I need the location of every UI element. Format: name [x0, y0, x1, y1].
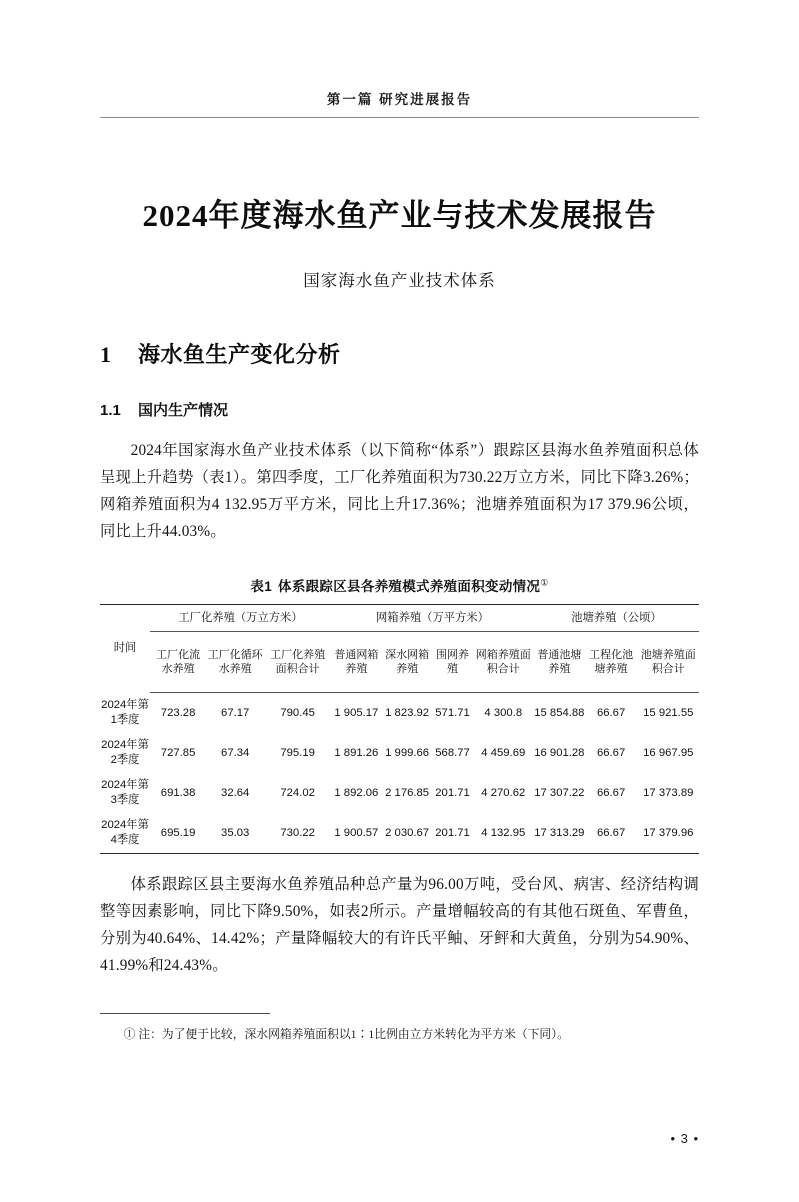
section-number-1-1: 1.1: [100, 402, 121, 419]
table-subheader-1: 工厂化循环水养殖: [206, 632, 264, 693]
table-cell: 15 921.55: [643, 706, 694, 719]
table-row: [100, 813, 699, 854]
table-group-header-row: [100, 605, 699, 632]
table-cell: 15 854.88: [534, 706, 585, 719]
table-cell: 66.67: [596, 786, 626, 799]
table-cell: 724.02: [280, 786, 315, 799]
table-cell: 67.17: [221, 706, 250, 719]
table-cell: 1 823.92: [385, 706, 430, 719]
table-cell: 4 459.69: [481, 746, 526, 759]
table-subheader-8: 工程化池塘养殖: [585, 632, 638, 693]
table-cell: 16 967.95: [643, 746, 694, 759]
table-cell: 1 892.06: [334, 786, 379, 799]
table-subheader-4: 深水网箱养殖: [382, 632, 433, 693]
table-row: [100, 693, 699, 734]
table-cell-time: 2024年第1季度: [101, 698, 149, 726]
footnote-text: ① 注：为了便于比较，深水网箱养殖面积以1∶1比例由立方米转化为平方米（下同）。: [123, 1027, 569, 1041]
table-cell: 4 132.95: [473, 813, 534, 854]
section-number-1: 1: [100, 342, 112, 367]
table-cell: 568.77: [435, 746, 470, 759]
document-subtitle: 国家海水鱼产业技术体系: [303, 271, 496, 290]
section-title-1-1: 国内生产情况: [138, 402, 229, 419]
table-cell: 67.34: [221, 746, 250, 759]
table-cell: 16 901.28: [534, 746, 585, 759]
table-cell: 2 176.85: [385, 786, 430, 799]
table-cell: 695.19: [150, 813, 206, 854]
table-cell: 1 891.26: [334, 746, 379, 759]
table-cell: 66.67: [596, 746, 626, 759]
table-subheader-3: 普通网箱养殖: [331, 632, 382, 693]
table-subheader-6: 网箱养殖面积合计: [473, 632, 534, 693]
table-cell: 1 900.57: [331, 813, 382, 854]
table-cell: 790.45: [280, 706, 315, 719]
area-change-table: [100, 604, 699, 854]
table-cell: 66.67: [585, 813, 638, 854]
table-cell: 727.85: [160, 746, 196, 759]
table-subheader-2: 工厂化养殖面积合计: [264, 632, 331, 693]
table-caption-number: 表1: [250, 579, 273, 594]
table-cell: 4 300.8: [484, 706, 523, 719]
table-cell: 201.71: [435, 786, 470, 799]
table-subheader-9: 池塘养殖面积合计: [638, 632, 699, 693]
table-group-header-cage: 网箱养殖（万平方米）: [331, 605, 534, 632]
table-cell: 1 905.17: [334, 706, 379, 719]
page-number: • 3 •: [670, 1131, 699, 1146]
table-subheader-row: [100, 632, 699, 693]
table-row: [100, 773, 699, 813]
table-cell: 571.71: [435, 706, 470, 719]
table-group-header-pond: 池塘养殖（公顷）: [534, 605, 699, 632]
table-caption-text: 体系跟踪区县各养殖模式养殖面积变动情况: [278, 579, 541, 594]
table-group-header-factory: 工厂化养殖（万立方米）: [150, 605, 331, 632]
table-cell: 35.03: [206, 813, 264, 854]
table-caption: [100, 575, 699, 595]
table-cell: 201.71: [432, 813, 472, 854]
footnote-separator: [100, 1013, 270, 1014]
table-cell: 795.19: [280, 746, 315, 759]
table-cell: 730.22: [264, 813, 331, 854]
running-head: 第一篇 研究进展报告: [326, 92, 473, 107]
table-cell-time: 2024年第3季度: [101, 779, 149, 806]
table-cell-time: 2024年第2季度: [101, 739, 149, 766]
table-cell-time: 2024年第4季度: [100, 813, 150, 854]
table-cell: 17 379.96: [638, 813, 699, 854]
section-heading-1: [100, 338, 699, 369]
table-cell: 17 307.22: [534, 786, 585, 799]
paragraph-1: 2024年国家海水鱼产业技术体系（以下简称“体系”）跟踪区县海水鱼养殖面积总体呈现上升趋势（表1）。第四季度，工厂化养殖面积为730.22万立方米，同比下降3.26%；网箱养殖面积为4 132.95万平方米，同比上升17.36%；池塘养殖面积为17 379.96公顷，同比上升44.03%。: [100, 442, 699, 540]
table-cell: 1 999.66: [385, 746, 430, 759]
header-rule: [100, 117, 699, 118]
table-header-time: 时间: [100, 605, 150, 693]
document-page: [0, 88, 799, 1202]
table-subheader-7: 普通池塘养殖: [534, 632, 585, 693]
page-title: 2024年度海水鱼产业与技术发展报告: [142, 198, 657, 233]
table-caption-footnote-mark: ①: [540, 577, 549, 588]
table-cell: 2 030.67: [382, 813, 433, 854]
table-subheader-0: 工厂化流水养殖: [150, 632, 206, 693]
section-title-1: 海水鱼生产变化分析: [138, 342, 341, 367]
table-cell: 691.38: [160, 786, 196, 799]
paragraph-2: 体系跟踪区县主要海水鱼养殖品种总产量为96.00万吨，受台风、病害、经济结构调整等因素影响，同比下降9.50%，如表2所示。产量增幅较高的有其他石斑鱼、军曹鱼，分别为40.64%、14.42%；产量降幅较大的有许氏平鲉、牙鲆和大黄鱼，分别为54.90%、41.99%和24.43%。: [100, 876, 699, 974]
table-cell: 723.28: [160, 706, 196, 719]
table-cell: 17 373.89: [643, 786, 694, 799]
table-cell: 32.64: [221, 786, 250, 799]
table-cell: 17 313.29: [534, 813, 585, 854]
table-cell: 66.67: [596, 706, 626, 719]
table-cell: 4 270.62: [481, 786, 526, 799]
table-row: [100, 733, 699, 773]
section-heading-1-1: [100, 399, 699, 420]
table-subheader-5: 围网养殖: [432, 632, 472, 693]
